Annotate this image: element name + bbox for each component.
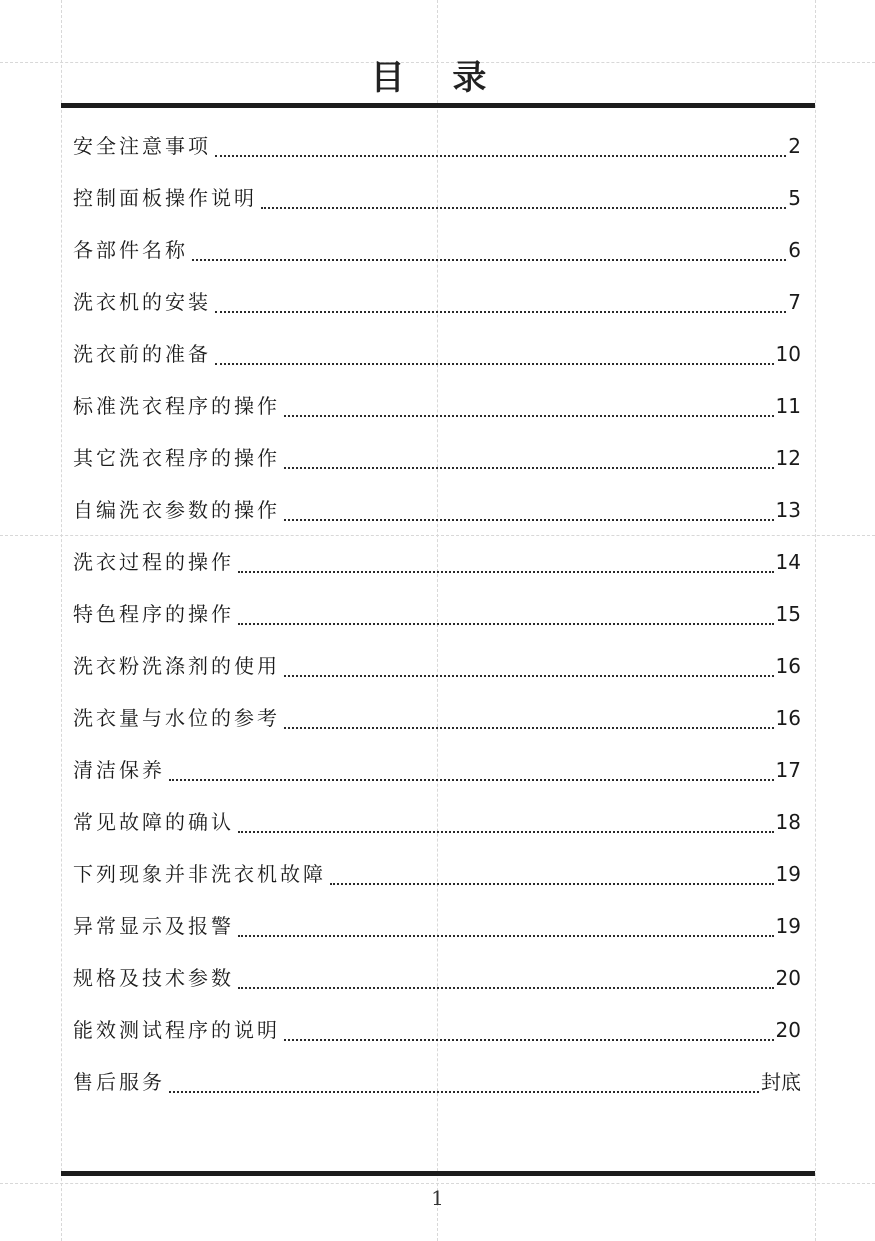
toc-item[interactable] xyxy=(73,796,801,848)
toc-item[interactable] xyxy=(73,380,801,432)
leader-dots xyxy=(284,727,774,729)
page-title: 目 录 xyxy=(370,58,505,98)
toc-page-number: 13 xyxy=(775,498,801,522)
leader-dots xyxy=(169,1091,759,1093)
toc-page-number: 14 xyxy=(775,550,801,574)
toc-page-number: 19 xyxy=(775,862,801,886)
toc-label: 规格及技术参数 xyxy=(73,966,234,990)
leader-dots xyxy=(169,779,774,781)
crop-guide xyxy=(815,0,816,1241)
toc-item[interactable] xyxy=(73,224,801,276)
leader-dots xyxy=(284,675,774,677)
toc-page-number: 20 xyxy=(775,966,801,990)
toc-item[interactable] xyxy=(73,744,801,796)
toc-label: 洗衣前的准备 xyxy=(73,342,211,366)
toc-label: 洗衣机的安装 xyxy=(73,290,211,314)
leader-dots xyxy=(284,415,774,417)
toc-page-number: 17 xyxy=(775,758,801,782)
toc-item[interactable] xyxy=(73,1004,801,1056)
leader-dots xyxy=(284,467,774,469)
toc-page-number: 12 xyxy=(775,446,801,470)
toc-label: 洗衣过程的操作 xyxy=(73,550,234,574)
leader-dots xyxy=(261,207,786,209)
toc-label: 异常显示及报警 xyxy=(73,914,234,938)
toc-page-number: 19 xyxy=(775,914,801,938)
leader-dots xyxy=(238,623,774,625)
toc-item[interactable] xyxy=(73,848,801,900)
toc-page-number: 20 xyxy=(775,1018,801,1042)
toc-label: 各部件名称 xyxy=(73,238,188,262)
toc-item[interactable] xyxy=(73,588,801,640)
toc-label: 下列现象并非洗衣机故障 xyxy=(73,862,326,886)
toc-page-number: 16 xyxy=(775,654,801,678)
toc-item[interactable] xyxy=(73,536,801,588)
toc-page-number: 2 xyxy=(788,134,801,158)
toc-label: 售后服务 xyxy=(73,1070,165,1094)
toc-item[interactable] xyxy=(73,484,801,536)
toc-label: 安全注意事项 xyxy=(73,134,211,158)
toc-item[interactable] xyxy=(73,432,801,484)
toc-page-number: 18 xyxy=(775,810,801,834)
leader-dots xyxy=(215,311,786,313)
toc-label: 洗衣量与水位的参考 xyxy=(73,706,280,730)
toc-item[interactable] xyxy=(73,276,801,328)
toc-page-number: 16 xyxy=(775,706,801,730)
toc-label: 其它洗衣程序的操作 xyxy=(73,446,280,470)
leader-dots xyxy=(330,883,774,885)
toc-label: 控制面板操作说明 xyxy=(73,186,257,210)
toc-page-number: 15 xyxy=(775,602,801,626)
leader-dots xyxy=(284,519,774,521)
toc-label: 特色程序的操作 xyxy=(73,602,234,626)
toc-label: 能效测试程序的说明 xyxy=(73,1018,280,1042)
top-rule xyxy=(61,103,815,108)
leader-dots xyxy=(215,155,786,157)
toc-item[interactable] xyxy=(73,692,801,744)
leader-dots xyxy=(238,935,774,937)
toc-page-number: 6 xyxy=(788,238,801,262)
crop-guide xyxy=(0,1183,875,1184)
toc-label: 标准洗衣程序的操作 xyxy=(73,394,280,418)
toc-item[interactable] xyxy=(73,952,801,1004)
leader-dots xyxy=(215,363,774,365)
toc-item[interactable] xyxy=(73,328,801,380)
toc-item[interactable] xyxy=(73,900,801,952)
toc-item[interactable] xyxy=(73,640,801,692)
table-of-contents xyxy=(73,120,801,1108)
toc-item[interactable] xyxy=(73,172,801,224)
toc-label: 自编洗衣参数的操作 xyxy=(73,498,280,522)
toc-item[interactable] xyxy=(73,1056,801,1108)
toc-item[interactable] xyxy=(73,120,801,172)
toc-page-number: 11 xyxy=(775,394,801,418)
leader-dots xyxy=(284,1039,774,1041)
leader-dots xyxy=(238,987,774,989)
toc-page-number: 5 xyxy=(788,186,801,210)
toc-label: 常见故障的确认 xyxy=(73,810,234,834)
toc-page-number: 7 xyxy=(788,290,801,314)
toc-page-number: 10 xyxy=(775,342,801,366)
toc-page-number: 封底 xyxy=(761,1070,801,1094)
toc-label: 洗衣粉洗涤剂的使用 xyxy=(73,654,280,678)
crop-guide xyxy=(61,0,62,1241)
toc-label: 清洁保养 xyxy=(73,758,165,782)
leader-dots xyxy=(238,571,774,573)
leader-dots xyxy=(192,259,786,261)
page-number: 1 xyxy=(431,1186,444,1210)
bottom-rule xyxy=(61,1171,815,1176)
leader-dots xyxy=(238,831,774,833)
